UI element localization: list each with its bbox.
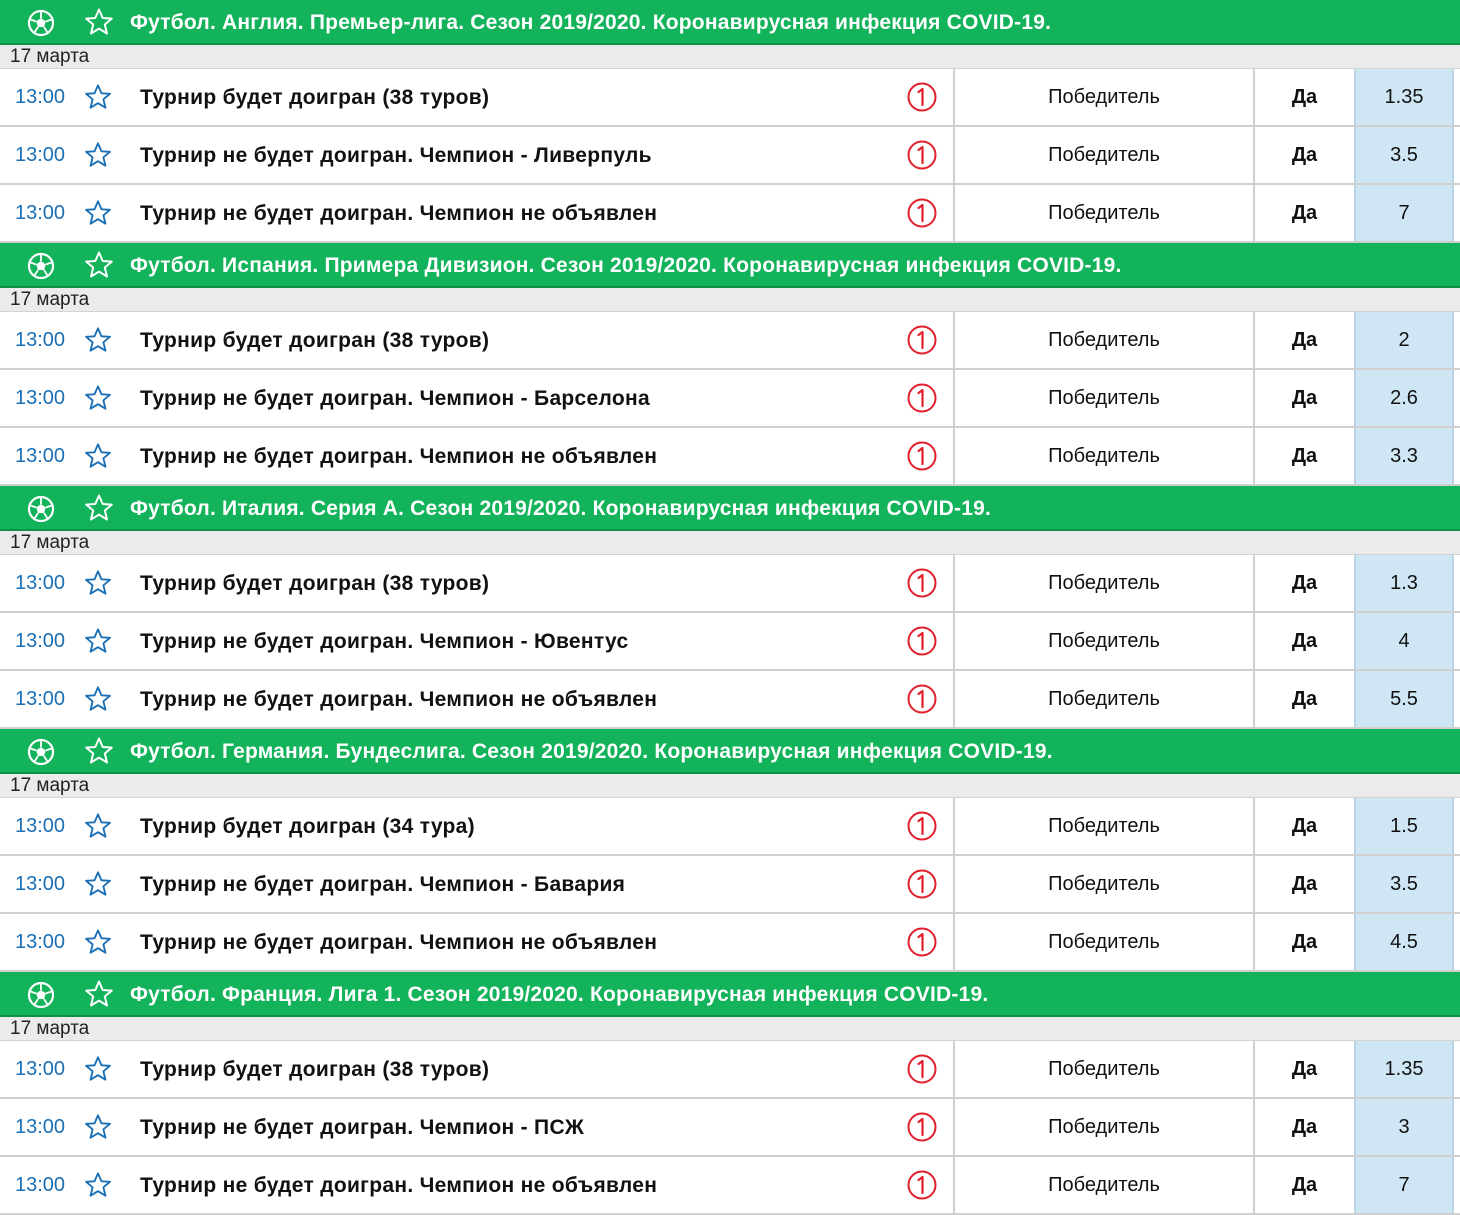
row-spacer — [1454, 1041, 1460, 1097]
row-spacer — [1454, 127, 1460, 183]
circled-one-icon — [906, 683, 938, 715]
event-row — [0, 69, 1460, 127]
event-name[interactable]: Турнир будет доигран (38 туров) — [140, 329, 490, 352]
market-name: Победитель — [955, 185, 1255, 241]
circled-one-icon — [906, 197, 938, 229]
event-cell — [0, 185, 955, 241]
event-row — [0, 555, 1460, 613]
league-title[interactable]: Футбол. Франция. Лига 1. Сезон 2019/2020. Коронавирусная инфекция COVID-19. — [130, 983, 989, 1006]
circled-one-icon — [906, 926, 938, 958]
odds-button[interactable]: 3.5 — [1354, 127, 1454, 183]
event-time: 13:00 — [15, 1116, 66, 1138]
odds-button[interactable]: 5.5 — [1354, 671, 1454, 727]
event-time: 13:00 — [15, 202, 66, 224]
circled-one-icon — [906, 382, 938, 414]
favorite-event-star-icon[interactable] — [84, 384, 112, 412]
event-cell — [0, 127, 955, 183]
league-title[interactable]: Футбол. Германия. Бундеслига. Сезон 2019/2020. Коронавирусная инфекция COVID-19. — [130, 740, 1053, 763]
odds-button[interactable]: 4 — [1354, 613, 1454, 669]
event-row — [0, 312, 1460, 370]
date-label: 17 марта — [0, 774, 1460, 798]
event-row — [0, 1041, 1460, 1099]
favorite-league-star-icon[interactable] — [84, 250, 114, 280]
circled-one-icon — [906, 567, 938, 599]
market-name: Победитель — [955, 69, 1255, 125]
outcome-label: Да — [1291, 1058, 1318, 1080]
league-header[interactable] — [0, 486, 1460, 531]
market-name: Победитель — [955, 798, 1255, 854]
circled-one-icon — [906, 81, 938, 113]
event-time: 13:00 — [15, 144, 66, 166]
favorite-league-star-icon[interactable] — [84, 7, 114, 37]
odds-button[interactable]: 3.5 — [1354, 856, 1454, 912]
row-spacer — [1454, 914, 1460, 970]
event-row — [0, 185, 1460, 243]
football-ball-icon — [27, 495, 55, 523]
football-ball-icon — [27, 9, 55, 37]
event-time: 13:00 — [15, 329, 66, 351]
event-name[interactable]: Турнир не будет доигран. Чемпион не объявлен — [140, 445, 658, 468]
row-spacer — [1454, 1157, 1460, 1213]
event-row — [0, 671, 1460, 729]
outcome-label: Да — [1291, 630, 1318, 652]
row-spacer — [1454, 69, 1460, 125]
row-spacer — [1454, 798, 1460, 854]
league-section — [0, 243, 1460, 486]
odds-button[interactable]: 1.3 — [1354, 555, 1454, 611]
circled-one-icon — [906, 139, 938, 171]
event-name[interactable]: Турнир будет доигран (38 туров) — [140, 572, 490, 595]
favorite-event-star-icon[interactable] — [84, 627, 112, 655]
outcome-label: Да — [1291, 873, 1318, 895]
event-cell — [0, 312, 955, 368]
market-name: Победитель — [955, 914, 1255, 970]
favorite-event-star-icon[interactable] — [84, 812, 112, 840]
league-section — [0, 972, 1460, 1215]
event-row — [0, 798, 1460, 856]
row-spacer — [1454, 1099, 1460, 1155]
event-time: 13:00 — [15, 630, 66, 652]
odds-button[interactable]: 4.5 — [1354, 914, 1454, 970]
outcome-label: Да — [1291, 1116, 1318, 1138]
market-name: Победитель — [955, 428, 1255, 484]
event-name[interactable]: Турнир не будет доигран. Чемпион не объявлен — [140, 202, 658, 225]
event-name[interactable]: Турнир не будет доигран. Чемпион не объявлен — [140, 1174, 658, 1197]
date-label: 17 марта — [0, 531, 1460, 555]
market-name: Победитель — [955, 555, 1255, 611]
event-cell — [0, 798, 955, 854]
favorite-event-star-icon[interactable] — [84, 442, 112, 470]
row-spacer — [1454, 555, 1460, 611]
event-name[interactable]: Турнир не будет доигран. Чемпион - Ювентус — [140, 630, 629, 653]
circled-one-icon — [906, 440, 938, 472]
date-label: 17 марта — [0, 288, 1460, 312]
outcome-label: Да — [1291, 445, 1318, 467]
favorite-event-star-icon[interactable] — [84, 83, 112, 111]
favorite-event-star-icon[interactable] — [84, 1171, 112, 1199]
league-header[interactable] — [0, 243, 1460, 288]
event-row — [0, 914, 1460, 972]
event-cell — [0, 69, 955, 125]
event-cell — [0, 671, 955, 727]
favorite-event-star-icon[interactable] — [84, 870, 112, 898]
row-spacer — [1454, 856, 1460, 912]
outcome-label: Да — [1291, 688, 1318, 710]
event-cell — [0, 555, 955, 611]
league-title[interactable]: Футбол. Испания. Примера Дивизион. Сезон 2019/2020. Коронавирусная инфекция COVID-19. — [130, 254, 1122, 277]
odds-button[interactable]: 1.35 — [1354, 69, 1454, 125]
event-time: 13:00 — [15, 931, 66, 953]
event-name[interactable]: Турнир будет доигран (38 туров) — [140, 1058, 490, 1081]
favorite-league-star-icon[interactable] — [84, 979, 114, 1009]
favorite-event-star-icon[interactable] — [84, 199, 112, 227]
event-time: 13:00 — [15, 873, 66, 895]
outcome-label: Да — [1291, 86, 1318, 108]
favorite-event-star-icon[interactable] — [84, 1055, 112, 1083]
event-row — [0, 613, 1460, 671]
favorite-event-star-icon[interactable] — [84, 326, 112, 354]
row-spacer — [1454, 671, 1460, 727]
league-section — [0, 486, 1460, 729]
league-section — [0, 0, 1460, 243]
league-header[interactable] — [0, 972, 1460, 1017]
event-cell — [0, 428, 955, 484]
favorite-league-star-icon[interactable] — [84, 493, 114, 523]
market-name: Победитель — [955, 1157, 1255, 1213]
league-header[interactable] — [0, 729, 1460, 774]
event-name[interactable]: Турнир не будет доигран. Чемпион - ПСЖ — [140, 1116, 585, 1139]
event-name[interactable]: Турнир не будет доигран. Чемпион - Бавария — [140, 873, 626, 896]
outcome-label: Да — [1291, 572, 1318, 594]
league-title[interactable]: Футбол. Англия. Премьер-лига. Сезон 2019/2020. Коронавирусная инфекция COVID-19. — [130, 11, 1052, 34]
favorite-event-star-icon[interactable] — [84, 569, 112, 597]
market-name: Победитель — [955, 1099, 1255, 1155]
row-spacer — [1454, 312, 1460, 368]
market-name: Победитель — [955, 856, 1255, 912]
event-time: 13:00 — [15, 445, 66, 467]
event-cell — [0, 914, 955, 970]
outcome-label: Да — [1291, 144, 1318, 166]
circled-one-icon — [906, 810, 938, 842]
event-row — [0, 428, 1460, 486]
market-name: Победитель — [955, 1041, 1255, 1097]
event-row — [0, 127, 1460, 185]
event-name[interactable]: Турнир не будет доигран. Чемпион не объявлен — [140, 688, 658, 711]
outcome-label: Да — [1291, 329, 1318, 351]
event-time: 13:00 — [15, 572, 66, 594]
outcome-label: Да — [1291, 202, 1318, 224]
circled-one-icon — [906, 1169, 938, 1201]
market-name: Победитель — [955, 370, 1255, 426]
row-spacer — [1454, 370, 1460, 426]
row-spacer — [1454, 613, 1460, 669]
odds-button[interactable]: 2 — [1354, 312, 1454, 368]
league-section — [0, 729, 1460, 972]
favorite-event-star-icon[interactable] — [84, 141, 112, 169]
circled-one-icon — [906, 1111, 938, 1143]
event-cell — [0, 370, 955, 426]
event-time: 13:00 — [15, 387, 66, 409]
football-ball-icon — [27, 738, 55, 766]
favorite-event-star-icon[interactable] — [84, 1113, 112, 1141]
favorite-event-star-icon[interactable] — [84, 928, 112, 956]
event-time: 13:00 — [15, 1058, 66, 1080]
circled-one-icon — [906, 625, 938, 657]
event-row — [0, 1157, 1460, 1215]
football-ball-icon — [27, 252, 55, 280]
odds-button[interactable]: 3.3 — [1354, 428, 1454, 484]
circled-one-icon — [906, 1053, 938, 1085]
event-time: 13:00 — [15, 86, 66, 108]
event-time: 13:00 — [15, 815, 66, 837]
row-spacer — [1454, 185, 1460, 241]
event-cell — [0, 856, 955, 912]
event-time: 13:00 — [15, 688, 66, 710]
odds-button[interactable]: 3 — [1354, 1099, 1454, 1155]
event-name[interactable]: Турнир не будет доигран. Чемпион - Барселона — [140, 387, 650, 410]
event-row — [0, 856, 1460, 914]
date-label: 17 марта — [0, 45, 1460, 69]
odds-button[interactable]: 7 — [1354, 185, 1454, 241]
league-header[interactable] — [0, 0, 1460, 45]
football-ball-icon — [27, 981, 55, 1009]
row-spacer — [1454, 428, 1460, 484]
odds-button[interactable]: 2.6 — [1354, 370, 1454, 426]
event-cell — [0, 613, 955, 669]
circled-one-icon — [906, 868, 938, 900]
market-name: Победитель — [955, 613, 1255, 669]
odds-button[interactable]: 7 — [1354, 1157, 1454, 1213]
event-time: 13:00 — [15, 1174, 66, 1196]
favorite-league-star-icon[interactable] — [84, 736, 114, 766]
event-name[interactable]: Турнир не будет доигран. Чемпион - Ливерпуль — [140, 144, 652, 167]
event-row — [0, 370, 1460, 428]
odds-button[interactable]: 1.5 — [1354, 798, 1454, 854]
event-name[interactable]: Турнир будет доигран (34 тура) — [140, 815, 475, 838]
event-row — [0, 1099, 1460, 1157]
odds-button[interactable]: 1.35 — [1354, 1041, 1454, 1097]
outcome-label: Да — [1291, 387, 1318, 409]
event-cell — [0, 1099, 955, 1155]
event-name[interactable]: Турнир будет доигран (38 туров) — [140, 86, 490, 109]
outcome-label: Да — [1291, 931, 1318, 953]
event-name[interactable]: Турнир не будет доигран. Чемпион не объявлен — [140, 931, 658, 954]
circled-one-icon — [906, 324, 938, 356]
event-cell — [0, 1041, 955, 1097]
event-cell — [0, 1157, 955, 1213]
outcome-label: Да — [1291, 1174, 1318, 1196]
market-name: Победитель — [955, 671, 1255, 727]
market-name: Победитель — [955, 312, 1255, 368]
favorite-event-star-icon[interactable] — [84, 685, 112, 713]
outcome-label: Да — [1291, 815, 1318, 837]
market-name: Победитель — [955, 127, 1255, 183]
league-title[interactable]: Футбол. Италия. Серия А. Сезон 2019/2020. Коронавирусная инфекция COVID-19. — [130, 497, 992, 520]
date-label: 17 марта — [0, 1017, 1460, 1041]
